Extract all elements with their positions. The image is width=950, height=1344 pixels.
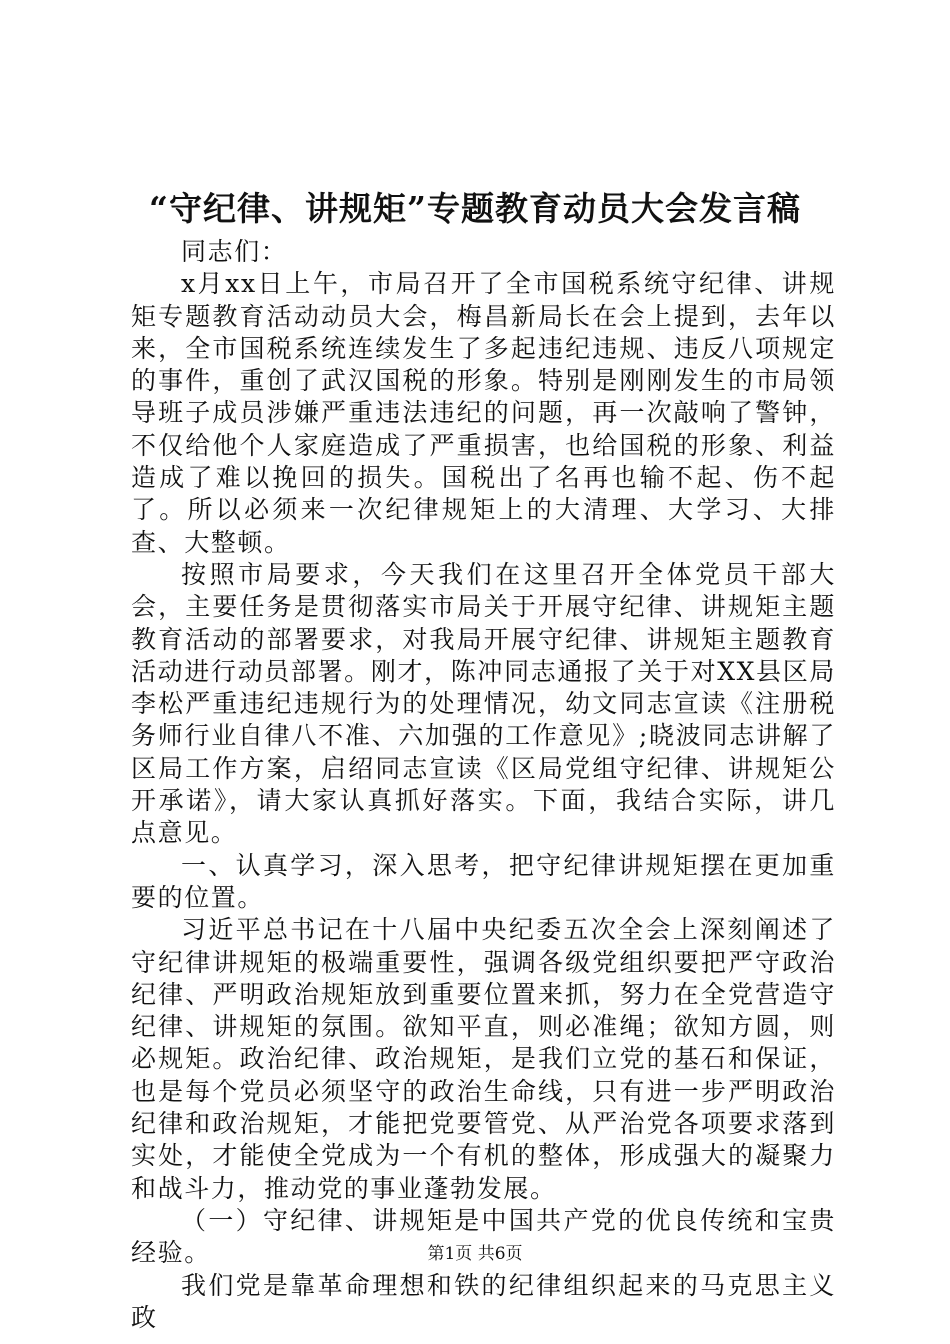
body-paragraph: 按照市局要求，今天我们在这里召开全体党员干部大会，主要任务是贯彻落实市局关于开展守纪律、讲规矩主题教育活动的部署要求，对我局开展守纪律、讲规矩主题教育活动进行动员部署。刚才，陈冲同志通报了关于对XX县区局李松严重违纪违规行为的处理情况，幼文同志宣读《注册税务师行业自律八不准、六加强的工作意见》;晓波同志讲解了区局工作方案，启绍同志宣读《区局党组守纪律、讲规矩公开承诺》，请大家认真抓好落实。下面，我结合实际，讲几点意见。 (131, 559, 836, 848)
subsection-heading: （一）守纪律、讲规矩是中国共产党的优良传统和宝贵经验。 (131, 1205, 836, 1268)
body-paragraph: 我们党是靠革命理想和铁的纪律组织起来的马克思主义政 (131, 1270, 836, 1332)
document-body (131, 236, 836, 1334)
body-paragraph: 习近平总书记在十八届中央纪委五次全会上深刻阐述了守纪律讲规矩的极端重要性，强调各级党组织要把严守政治纪律、严明政治规矩放到重要位置来抓，努力在全党营造守纪律、讲规矩的氛围。欲知平直，则必准绳；欲知方圆，则必规矩。政治纪律、政治规矩，是我们立党的基石和保证，也是每个党员必须坚守的政治生命线，只有进一步严明政治纪律和政治规矩，才能把党要管党、从严治党各项要求落到实处，才能使全党成为一个有机的整体，形成强大的凝聚力和战斗力，推动党的事业蓬勃发展。 (131, 915, 836, 1203)
salutation-paragraph: 同志们： (181, 237, 288, 266)
section-heading: 一、认真学习，深入思考，把守纪律讲规矩摆在更加重要的位置。 (131, 850, 836, 912)
document-title: “守纪律、讲规矩”专题教育动员大会发言稿 (149, 189, 801, 228)
page-footer: 第1页 共6页 (427, 1244, 523, 1264)
body-paragraph: x月xx日上午，市局召开了全市国税系统守纪律、讲规矩专题教育活动动员大会，梅昌新局长在会上提到，去年以来，全市国税系统连续发生了多起违纪违规、违反八项规定的事件，重创了武汉国税的形象。特别是刚刚发生的市局领导班子成员涉嫌严重违法违纪的问题，再一次敲响了警钟，不仅给他个人家庭造成了严重损害，也给国税的形象、利益造成了难以挽回的损失。国税出了名再也输不起、伤不起了。所以必须来一次纪律规矩上的大清理、大学习、大排查、大整顿。 (131, 269, 836, 557)
